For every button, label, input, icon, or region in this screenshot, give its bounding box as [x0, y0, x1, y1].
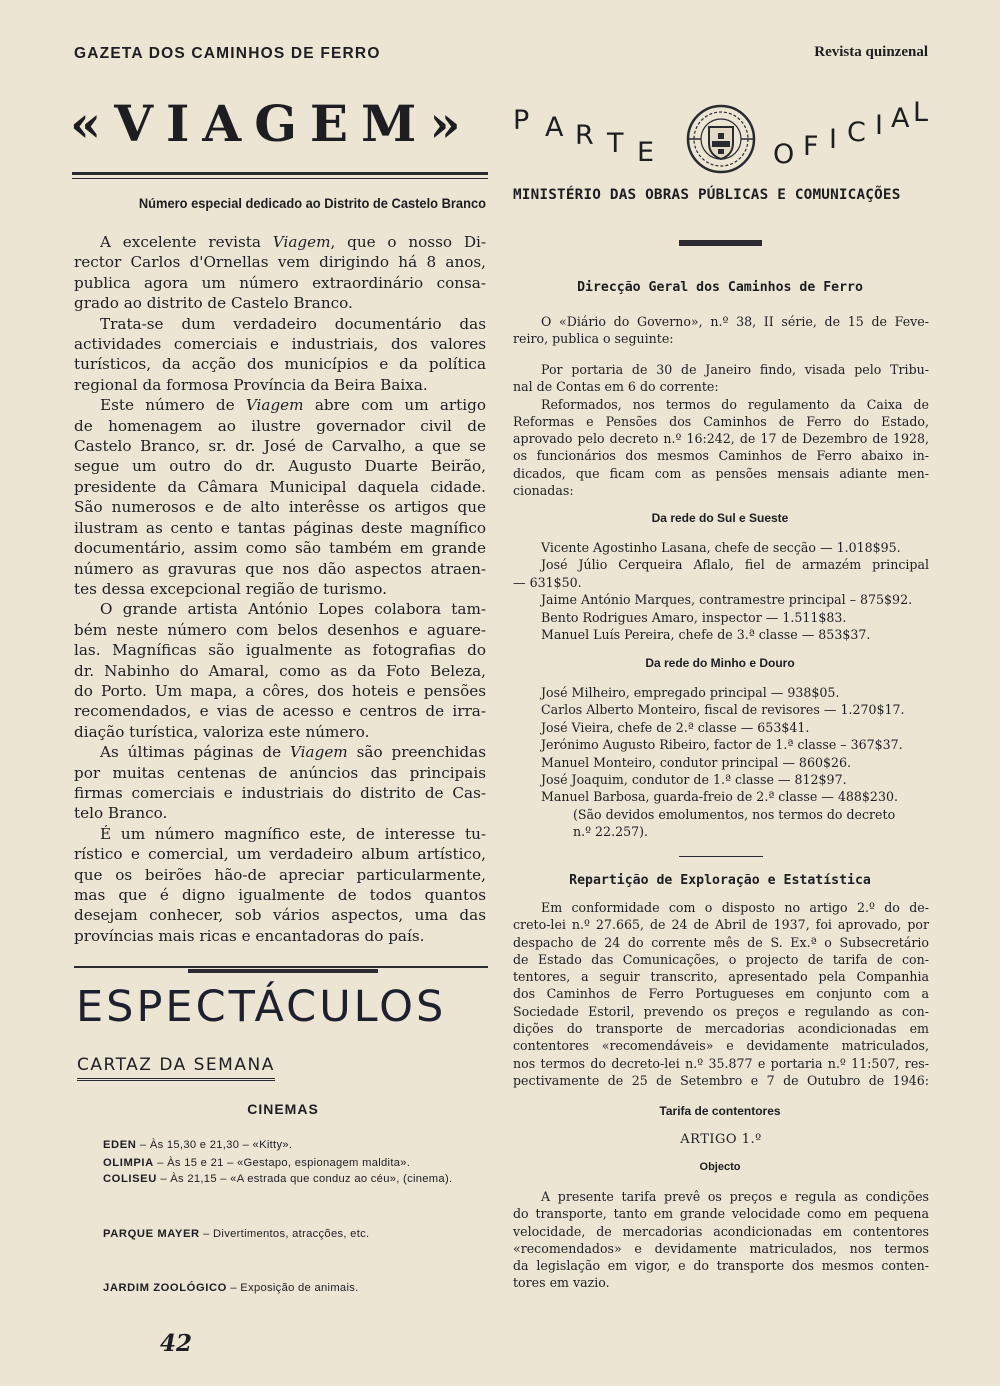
- text-line: tores em vazio.: [513, 1275, 610, 1291]
- listing-text: – Às 15,30 e 21,30 – «Kitty».: [136, 1139, 293, 1151]
- text-line: Por portaria de 30 de Janeiro findo, visada pelo Tribu-: [541, 362, 929, 377]
- listing-name: EDEN: [103, 1139, 137, 1151]
- text-line: Manuel Luís Pereira, chefe de 3.ª classe — 853$37.: [541, 627, 871, 643]
- text-line: por muitas centenas de anúncios das principais: [74, 763, 486, 782]
- listing-text: – Exposição de animais.: [226, 1282, 359, 1294]
- text-line: Manuel Monteiro, condutor principal — 860$26.: [541, 754, 852, 770]
- cartaz-subtitle: CARTAZ DA SEMANA: [77, 1055, 275, 1081]
- text-line: nal de Contas em 6 do corrente:: [513, 379, 719, 395]
- text-line: mas que é digno igualmente de todos quantos: [74, 886, 486, 904]
- title-rule: [72, 172, 488, 175]
- text-line: rístico e comercial, um verdadeiro album artístico,: [74, 845, 486, 864]
- text-line: de Estado das Comunicações, o projecto de tarifa de con-: [513, 951, 929, 967]
- text-line: José Júlio Cerqueira Aflalo, fiel de armazém principal: [541, 557, 929, 573]
- listing-name: OLIMPIA: [103, 1157, 154, 1169]
- text-line: províncias mais ricas e encantadoras do país.: [74, 926, 425, 945]
- text-line: rector Carlos d'Ornellas vem dirigindo há 8 anos,: [74, 253, 486, 272]
- text-line: O grande artista António Lopes colabora tam-: [100, 600, 486, 619]
- text-line: nos termos do decreto-lei n.º 35.877 e portaria n.º 11:507, res-: [513, 1055, 929, 1071]
- viagem-article: [74, 232, 486, 946]
- coat-of-arms-icon: [685, 103, 757, 175]
- po-letter: P: [513, 105, 531, 136]
- text-line: Manuel Barbosa, guarda-freio de 2.ª classe — 488$230.: [541, 789, 898, 805]
- text-line: Em conformidade com o disposto no artigo 2.º do de-: [541, 900, 929, 915]
- text-line: Sociedade Estoril, prevendo os preços e regulando as con-: [513, 1003, 929, 1019]
- po-letter: F: [803, 131, 820, 162]
- minho-heading: Da rede do Minho e Douro: [645, 656, 795, 670]
- po-letter: R: [575, 120, 595, 151]
- viagem-subtitle: Número especial dedicado ao Distrito de Castelo Branco: [138, 195, 486, 211]
- listing-jardim-zoologico: [103, 1282, 359, 1294]
- text-line: presidente da Câmara Municipal daquela cidade.: [74, 477, 486, 496]
- section-divider-bar: [188, 969, 378, 973]
- listing-text: – Divertimentos, atracções, etc.: [199, 1228, 370, 1240]
- text-line: Vicente Agostinho Lasana, chefe de secção — 1.018$95.: [541, 540, 901, 555]
- text-line: José Vieira, chefe de 2.ª classe — 653$41.: [541, 719, 810, 735]
- text-line: que os beirões hão-de apreciar particularmente,: [74, 865, 486, 884]
- artigo-heading: ARTIGO 1.º: [680, 1132, 762, 1147]
- text-line: (São devidos emolumentos, nos termos do decreto: [573, 806, 896, 822]
- reparticao-paragraph: [513, 899, 929, 1089]
- page-number: 42: [160, 1330, 193, 1357]
- text-line: regional da formosa Província da Beira Baixa.: [74, 375, 428, 394]
- espectaculos-title: ESPECTÁCULOS: [76, 982, 447, 1032]
- listing-text: – Às 15 e 21 – «Gestapo, espionagem maldita».: [153, 1157, 411, 1169]
- text-line: contentores «recomendáveis» e devidamente matriculados,: [513, 1038, 929, 1054]
- text-line: aprovado pelo decreto n.º 16:242, de 17 de Dezembro de 1928,: [513, 431, 929, 447]
- section-bar: [679, 240, 762, 246]
- text-line: velocidade, de mercadorias acondicionadas em contentores: [513, 1223, 929, 1239]
- listing-parque-mayer: [103, 1228, 369, 1240]
- text-line: ilustram as cento e tantas páginas deste magnífico: [74, 518, 486, 537]
- text-line: Jerónimo Augusto Ribeiro, factor de 1.ª classe – 367$37.: [541, 737, 903, 753]
- text-line: Bento Rodrigues Amaro, inspector — 1.511$83.: [541, 609, 847, 625]
- po-letter: T: [607, 128, 625, 159]
- text-line: actividades comerciais e industriais, dos valores: [74, 335, 486, 354]
- text-line: turísticos, da acção dos municípios e da política: [74, 355, 486, 374]
- text-line: tes dessa excepcional região de turismo.: [74, 579, 387, 598]
- running-header-title: GAZETA DOS CAMINHOS DE FERRO: [74, 45, 381, 62]
- cinemas-heading: CINEMAS: [247, 1101, 319, 1117]
- minho-list: [513, 684, 929, 841]
- text-line: firmas comerciais e industriais do distrito de Cas-: [74, 783, 486, 802]
- listing-text: – Às 21,15 – «A estrada que conduz ao céu», (cinema).: [156, 1173, 453, 1185]
- section-divider: [74, 966, 488, 968]
- listing-name: JARDIM ZOOLÓGICO: [103, 1282, 227, 1294]
- text-line: As últimas páginas de Viagem são preenchidas: [100, 743, 486, 762]
- text-line: O «Diário do Governo», n.º 38, II série, de 15 de Feve-: [541, 314, 929, 329]
- text-line: cionadas:: [513, 483, 574, 499]
- portaria-paragraph: [513, 361, 929, 499]
- text-line: número as gravuras que nos dão aspectos atraen-: [74, 559, 486, 578]
- text-line: bém neste número com belos desenhos e aguare-: [74, 620, 486, 639]
- po-letter: A: [545, 112, 565, 143]
- listing-coliseu: [103, 1173, 452, 1185]
- listing-eden: [103, 1139, 292, 1151]
- po-letter: L: [913, 97, 930, 128]
- text-line: É um número magnífico este, de interesse tu-: [100, 824, 486, 843]
- sul-heading: Da rede do Sul e Sueste: [651, 511, 789, 525]
- text-line: Reformados, nos termos do regulamento da Caixa de: [541, 396, 929, 412]
- text-line: São numerosos e de alto interêsse os artigos que: [74, 498, 486, 517]
- text-line: A presente tarifa prevê os preços e regula as condições: [541, 1189, 929, 1204]
- po-letter: I: [829, 124, 838, 155]
- po-letter: I: [875, 110, 884, 141]
- listing-name: PARQUE MAYER: [103, 1228, 200, 1240]
- text-line: José Joaquim, condutor de 1.ª classe — 812$97.: [541, 772, 847, 788]
- text-line: Jaime António Marques, contramestre principal – 875$92.: [541, 592, 913, 608]
- viagem-title: «VIAGEM»: [70, 94, 474, 153]
- text-line: Carlos Alberto Monteiro, fiscal de revisores — 1.270$17.: [541, 702, 905, 718]
- listing-name: COLISEU: [103, 1173, 157, 1185]
- text-line: Castelo Branco, sr. dr. José de Carvalho, a que se: [74, 437, 486, 456]
- running-header-frequency: Revista quinzenal: [814, 44, 928, 60]
- text-line: — 631$50.: [513, 574, 582, 590]
- po-letter: O: [773, 139, 796, 170]
- text-line: segue um outro do dr. Augusto Duarte Beirão,: [74, 457, 486, 476]
- text-line: recomendados, e vias de acesso e centros de irra-: [74, 702, 486, 721]
- intro-paragraph: [513, 313, 929, 348]
- text-line: Reformas e Pensões dos Caminhos de Ferro do Estado,: [513, 413, 929, 429]
- text-line: Este número de Viagem abre com um artigo: [100, 396, 486, 415]
- tarifa-heading: Tarifa de contentores: [659, 1104, 781, 1118]
- po-letter: A: [891, 103, 911, 134]
- text-line: reiro, publica o seguinte:: [513, 331, 674, 347]
- direccao-heading: Direcção Geral dos Caminhos de Ferro: [577, 280, 863, 295]
- text-line: desejam conhecer, sob vários aspectos, uma das: [74, 906, 486, 925]
- short-rule: [679, 856, 763, 857]
- text-line: creto-lei n.º 27.665, de 24 de Abril de 1937, foi aprovado, por: [513, 917, 929, 933]
- po-letter: C: [847, 117, 867, 148]
- text-line: dr. Nabinho do Amaral, como as da Foto Beleza,: [74, 661, 486, 680]
- text-line: documentário, assim como são também em grande: [74, 539, 486, 558]
- text-line: pectivamente de 25 de Setembro e 7 de Outubro de 1946:: [513, 1072, 929, 1088]
- objecto-heading: Objecto: [699, 1161, 741, 1173]
- text-line: dicados, que ficam com as pensões mensais adiante men-: [513, 465, 929, 481]
- text-line: de homenagem ao ilustre governador civil de: [74, 416, 486, 435]
- text-line: José Milheiro, empregado principal — 938$05.: [541, 685, 840, 700]
- text-line: Trata-se dum verdadeiro documentário das: [100, 314, 486, 333]
- listing-olimpia: [103, 1157, 410, 1169]
- text-line: n.º 22.257).: [573, 824, 649, 840]
- reparticao-heading: Repartição de Exploração e Estatística: [569, 873, 871, 888]
- text-line: A excelente revista Viagem, que o nosso Di-: [100, 233, 486, 251]
- title-rule-thin: [72, 178, 488, 179]
- text-line: «recomendados» e devidamente matriculados, nos termos: [513, 1240, 929, 1256]
- text-line: do Porto. Um mapa, a côres, dos hoteis e pensões: [74, 681, 486, 700]
- text-line: da legislação em vigor, e do transporte dos mesmos conten-: [513, 1258, 929, 1274]
- text-line: diação turística, valoriza este número.: [74, 722, 370, 741]
- objecto-paragraph: [513, 1188, 929, 1292]
- text-line: dos Caminhos de Ferro Portugueses em conjunto com a: [513, 986, 929, 1002]
- text-line: os funcionários dos mesmos Caminhos de Ferro abaixo in-: [513, 448, 929, 464]
- text-line: dições do transporte de mercadorias acondicionadas em: [513, 1021, 929, 1037]
- text-line: grado ao distrito de Castelo Branco.: [74, 294, 353, 313]
- ministry-heading: MINISTÉRIO DAS OBRAS PÚBLICAS E COMUNICAÇÕES: [513, 187, 901, 203]
- text-line: las. Magníficas são igualmente as fotografias do: [74, 641, 486, 660]
- text-line: do transporte, tanto em grande velocidade como em pequena: [513, 1206, 929, 1222]
- text-line: tentores, a seguir transcrito, apresentado pela Companhia: [513, 969, 929, 985]
- po-letter: E: [637, 137, 656, 168]
- text-line: telo Branco.: [74, 804, 168, 823]
- sul-list: [513, 539, 929, 643]
- text-line: publica agora um número extraordinário consa-: [74, 273, 486, 292]
- parte-oficial-heading: [513, 95, 933, 175]
- text-line: despacho de 24 do corrente mês de S. Ex.ª o Subsecretário: [513, 934, 929, 950]
